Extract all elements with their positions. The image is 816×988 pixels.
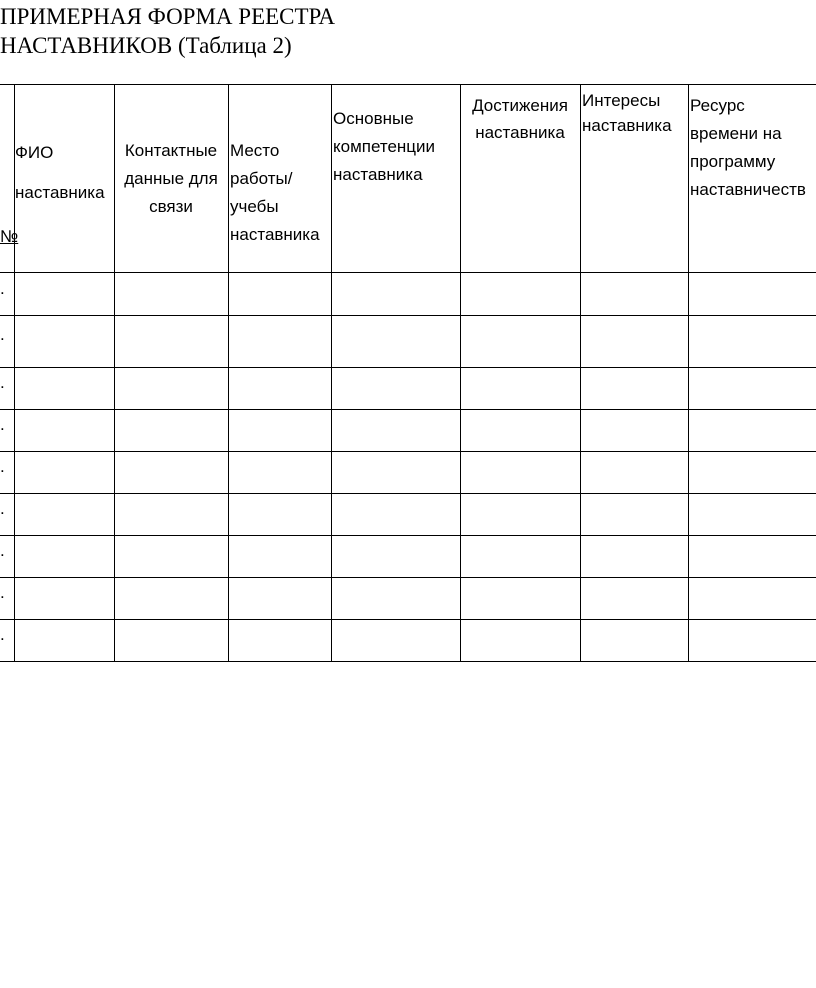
table-border-top — [0, 84, 816, 85]
row-divider — [0, 451, 816, 452]
row-number-mark: . — [0, 325, 5, 344]
row-divider — [0, 619, 816, 620]
row-number-mark: . — [0, 625, 5, 644]
row-number-mark: . — [0, 415, 5, 434]
row-divider — [0, 577, 816, 578]
title-line-1: ПРИМЕРНАЯ ФОРМА РЕЕСТРА — [0, 4, 336, 29]
column-divider — [580, 84, 581, 662]
row-number-mark: . — [0, 499, 5, 518]
title-line-2: НАСТАВНИКОВ (Таблица 2) — [0, 33, 292, 58]
row-divider — [0, 409, 816, 410]
row-number-mark: . — [0, 541, 5, 560]
header-workplace: Место работы/ учебы наставника — [230, 141, 320, 244]
column-divider — [228, 84, 229, 662]
column-divider — [688, 84, 689, 662]
row-divider — [0, 367, 816, 368]
row-number-mark: . — [0, 279, 5, 298]
column-divider — [460, 84, 461, 662]
row-number-mark: . — [0, 373, 5, 392]
table-border-bottom — [0, 661, 816, 662]
header-contacts: Контактные данные для связи — [124, 141, 218, 216]
header-achievements: Достижения наставника — [472, 96, 568, 142]
header-competencies: Основные компетенции наставника — [333, 109, 436, 184]
header-number: № — [0, 227, 19, 246]
header-time-resource: Ресурс времени на программу наставничеств — [690, 96, 806, 199]
row-number-mark: . — [0, 583, 5, 602]
row-divider — [0, 493, 816, 494]
row-number-mark: . — [0, 457, 5, 476]
column-divider — [331, 84, 332, 662]
header-fio: ФИО наставника — [15, 143, 105, 202]
header-interests: Интересы наставника — [582, 91, 672, 135]
header-row-bottom — [0, 272, 816, 273]
row-divider — [0, 535, 816, 536]
row-divider — [0, 315, 816, 316]
